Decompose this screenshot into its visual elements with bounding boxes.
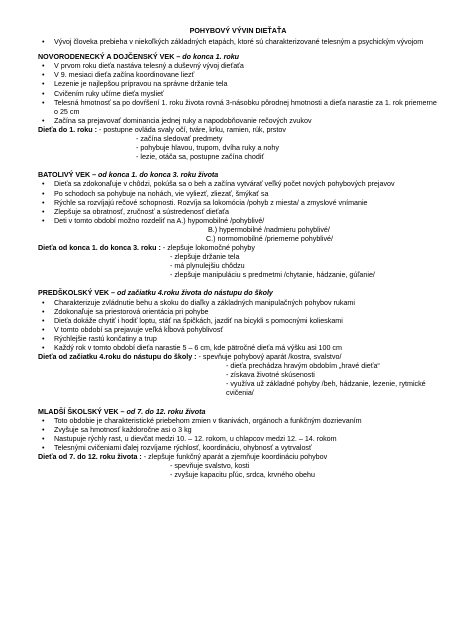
heading-main: PREDŠKOLSKÝ VEK: [38, 289, 110, 298]
summary-line: [38, 453, 438, 462]
heading-main: NOVORODENECKÝ A DOJČENSKÝ VEK: [38, 53, 175, 62]
list-item: • Cvičením ruky učíme dieťa myslieť: [38, 90, 438, 99]
section-heading-school: [38, 408, 438, 417]
list-item: • Telesná hmotnosť sa po dovŕšení 1. roku života rovná 3-násobku pôrodnej hmotnosti a dieťa narastie za 1. rok priemerne o 25 cm: [38, 99, 438, 117]
summary-text: - zlepšuje lokomočné pohyby: [162, 244, 255, 253]
section-heading-newborn: [38, 53, 438, 62]
section-list-newborn: [38, 62, 438, 126]
summary-label: Dieťa od konca 1. do konca 3. roku :: [38, 244, 163, 253]
list-item: • V 9. mesiaci dieťa začína koordinovane liezť: [38, 71, 438, 80]
summary-line: - využíva už základné pohyby /beh, hádzanie, lezenie, rytmické cvičenia/: [226, 380, 426, 398]
summary-line: - začína sledovať predmety: [136, 135, 223, 144]
list-item: • Každý rok v tomto období dieťa narastie 5 – 6 cm, kde pätročné dieťa má výšku asi 100 cm: [38, 344, 438, 353]
summary-label: Dieťa od 7. do 12. roku života :: [38, 453, 144, 462]
list-item: • V tomto období sa prejavuje veľká kĺbová pohyblivosť: [38, 326, 438, 335]
heading-sub: – od začiatku 4.roku života do nástupu do školy: [109, 289, 273, 298]
list-item: • Telesnými cvičeniami ďalej rozvíjame rýchlosť, koordináciu, ohybnosť a vytrvalosť: [38, 444, 438, 453]
section-list-school: [38, 417, 438, 453]
summary-line: [38, 126, 438, 135]
summary-line: - spevňuje svalstvo, kosti: [170, 462, 250, 471]
summary-text: - postupne ovláda svaly očí, tváre, krku, ramien, rúk, prstov: [98, 125, 286, 134]
summary-line: - pohybuje hlavou, trupom, dvíha ruky a nohy: [136, 144, 279, 153]
list-item: • Vývoj človeka prebieha v niekoľkých základných etapách, ktoré sú charakterizované telesným a psychickým vývojom: [38, 38, 438, 47]
section-heading-toddler: [38, 171, 438, 180]
summary-line: - získava životné skúsenosti: [226, 371, 315, 380]
list-item: • Dieťa sa zdokonaľuje v chôdzi, pokúša sa o beh a začína vytvárať veľký počet nových pohybových prejavov: [38, 180, 438, 189]
section-heading-preschool: [38, 289, 438, 298]
list-item: • V prvom roku dieťa nastáva telesný a duševný vývoj dieťaťa: [38, 62, 438, 71]
summary-line: - dieťa prechádza hravým obdobím „hravé dieťa“: [226, 362, 380, 371]
list-item: • Rýchle sa rozvíjajú rečové schopnosti. Rozvíja sa lokomócia /pohyb z miesta/ a zmyslové vnímanie: [38, 199, 438, 208]
summary-line: - má plynulejšiu chôdzu: [170, 262, 245, 271]
intro-list: [38, 38, 438, 47]
list-item: • Toto obdobie je charakteristické priebehom zmien v tkanivách, orgánoch a funkčným dozrievaním: [38, 417, 438, 426]
list-item: • Začína sa prejavovať dominancia jednej ruky a napodobňovanie rečových zvukov: [38, 117, 438, 126]
summary-line: [38, 353, 438, 362]
list-item: • Zdokonaľuje sa priestorová orientácia pri pohybe: [38, 308, 438, 317]
section-list-toddler: [38, 180, 438, 225]
summary-text: - spevňuje pohybový aparát /kostra, svalstvo/: [198, 353, 342, 362]
section-list-preschool: [38, 299, 438, 354]
summary-text: - zlepšuje funkčný aparát a zjemňuje koordináciu pohybov: [143, 453, 328, 462]
summary-line: - zvyšuje kapacitu pľúc, srdca, krvného obehu: [170, 471, 315, 480]
summary-label: Dieťa do 1. roku :: [38, 125, 99, 134]
heading-sub: – od 7. do 12. roku života: [118, 407, 206, 416]
list-item: • Dieťa dokáže chytiť i hodiť loptu, stáť na špičkách, jazdiť na bicykli s pomocnými kolieskami: [38, 317, 438, 326]
summary-line: [38, 244, 438, 253]
list-item: • Zlepšuje sa obratnosť, zručnosť a sústredenosť dieťaťa: [38, 208, 438, 217]
heading-sub: – od konca 1. do konca 3. roku života: [90, 171, 219, 180]
list-item: • Nastupuje rýchly rast, u dievčat medzi 10. – 12. rokom, u chlapcov medzi 12. – 14. rokom: [38, 435, 438, 444]
list-item: • Deti v tomto období možno rozdeliť na A.) hypomobilné /pohyblivé/: [38, 217, 438, 226]
list-item: • Po schodoch sa pohybuje na nohách, vie vyliezť, zliezať, šmýkať sa: [38, 190, 438, 199]
heading-main: MLADŠÍ ŠKOLSKÝ VEK: [38, 407, 119, 416]
summary-line: - zlepšuje manipuláciu s predmetmi /chytanie, hádzanie, gúľanie/: [170, 271, 375, 280]
heading-main: BATOLIVÝ VEK: [38, 171, 91, 180]
list-item: • Lezenie je najlepšou prípravou na správne držanie tela: [38, 80, 438, 89]
summary-line: - zlepšuje držanie tela: [170, 253, 240, 262]
sub-item: C.) normomobilné /priemerne pohyblivé/: [206, 234, 334, 243]
list-item: • Zvyšuje sa hmotnosť každoročne asi o 3 kg: [38, 426, 438, 435]
summary-label: Dieťa od začiatku 4.roku do nástupu do školy :: [38, 353, 199, 362]
sub-item: B.) hypermobilné /nadmieru pohyblivé/: [208, 225, 330, 234]
list-item: • Charakterizuje zvládnutie behu a skoku do diaľky a základných manipulačných pohybov rukami: [38, 299, 438, 308]
summary-line: - lezie, otáča sa, postupne začína chodiť: [136, 153, 265, 162]
heading-sub: – do konca 1. roku: [174, 53, 240, 62]
list-item: • Rýchlejšie rastú končatiny a trup: [38, 335, 438, 344]
document-title: POHYBOVÝ VÝVIN DIEŤAŤA: [189, 27, 287, 35]
